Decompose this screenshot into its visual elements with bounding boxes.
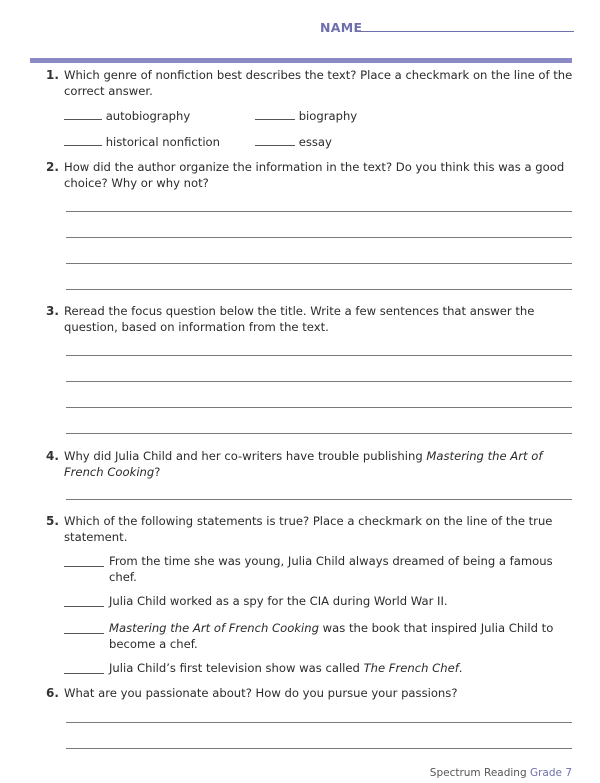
q3-answer-line[interactable] <box>66 355 572 356</box>
q5-number: 5. <box>46 514 59 528</box>
q1-option-blank[interactable] <box>64 108 102 120</box>
q3-text: Reread the focus question below the title. Write a few sentences that answer the question, based on information from the text. <box>64 304 535 334</box>
q5-statement-text: Julia Child’s first television show was called <box>109 661 364 675</box>
q2-answer-line[interactable] <box>66 289 572 290</box>
q3-answer-line[interactable] <box>66 407 572 408</box>
q6-text: What are you passionate about? How do you pursue your passions? <box>64 686 458 700</box>
q5-statement-1: From the time she was young, Julia Child always dreamed of being a famous chef. <box>109 554 553 584</box>
q2-answer-line[interactable] <box>66 211 572 212</box>
q1-option-label: historical nonfiction <box>105 135 220 149</box>
q4-answer-line[interactable] <box>66 499 572 500</box>
q2-number: 2. <box>46 160 59 174</box>
q5-statement-text: . <box>458 661 463 675</box>
q5-statement-blank[interactable] <box>64 566 104 567</box>
q4-text-part: Why did Julia Child and her co-writers have trouble publishing <box>64 449 427 463</box>
q5-statement-blank[interactable] <box>64 673 104 674</box>
q1-option-label: essay <box>298 135 332 149</box>
name-label: NAME <box>320 20 363 35</box>
q1-number: 1. <box>46 68 59 82</box>
q1-option-blank[interactable] <box>255 108 295 120</box>
q3-answer-line[interactable] <box>66 433 572 434</box>
q5-statement-blank[interactable] <box>64 633 104 634</box>
header-rule <box>30 58 572 63</box>
q1-option-historical-nonfiction[interactable] <box>64 134 220 151</box>
grade-level: Grade 7 <box>529 766 572 779</box>
show-title: The French Chef <box>363 661 459 675</box>
q2-answer-line[interactable] <box>66 237 572 238</box>
book-title: Mastering the Art of French Cooking <box>109 621 319 635</box>
q2-answer-line[interactable] <box>66 263 572 264</box>
q1-option-biography[interactable] <box>255 108 357 125</box>
q5-statement-4 <box>109 661 569 677</box>
q4-number: 4. <box>46 449 59 463</box>
q5-statement-blank[interactable] <box>64 606 104 607</box>
q1-option-label: autobiography <box>105 109 191 123</box>
q1-option-essay[interactable] <box>255 134 332 151</box>
book-title: Mastering the Art of French Cooking <box>64 449 543 479</box>
q6-number: 6. <box>46 686 59 700</box>
q4-text-part: ? <box>154 464 161 479</box>
q3-answer-line[interactable] <box>66 381 572 382</box>
page-footer <box>430 766 572 782</box>
q1-text: Which genre of nonfiction best describes the text? Place a checkmark on the line of the correct answer. <box>64 68 573 98</box>
q5-statement-3 <box>109 621 569 652</box>
q5-text: Which of the following statements is true? Place a checkmark on the line of the true statement. <box>64 514 553 544</box>
q6-answer-line[interactable] <box>66 748 572 749</box>
q1-option-blank[interactable] <box>255 134 295 146</box>
q6-answer-line[interactable] <box>66 722 572 723</box>
q4-text <box>64 449 574 480</box>
q1-option-blank[interactable] <box>64 134 102 146</box>
q3-number: 3. <box>46 304 59 318</box>
q5-statement-2: Julia Child worked as a spy for the CIA during World War II. <box>109 594 448 608</box>
name-answer-line[interactable] <box>360 31 574 32</box>
q2-text: How did the author organize the information in the text? Do you think this was a good choice? Why or why not? <box>64 160 565 190</box>
series-name: Spectrum Reading <box>429 766 527 779</box>
q1-option-autobiography[interactable] <box>64 108 190 125</box>
q5-statement-text: was the book that inspired Julia Child to become a chef. <box>109 621 554 651</box>
q1-option-label: biography <box>298 109 358 123</box>
